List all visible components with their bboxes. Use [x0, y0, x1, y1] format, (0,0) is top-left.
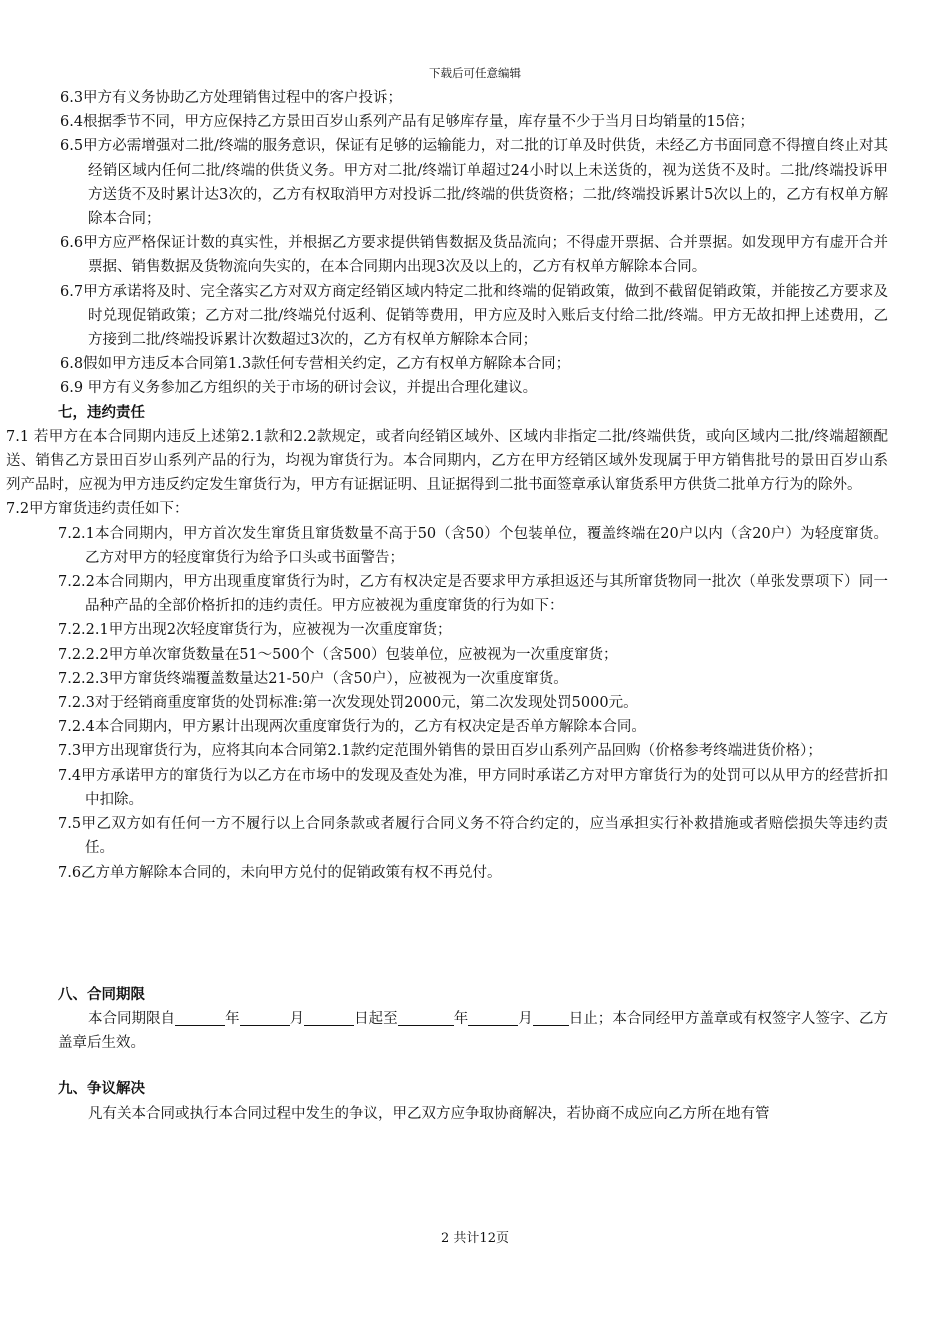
- start-month-blank[interactable]: [240, 1009, 290, 1026]
- clause-7-3: 7.3甲方出现窜货行为，应将其向本合同第2.1款约定范围外销售的景田百岁山系列产品回购（价格参考终端进货价格）；: [58, 743, 822, 760]
- contract-term-text: [0, 1007, 950, 1055]
- end-month-label: 月: [518, 1010, 533, 1027]
- page-footer-number: 2 共计12页: [441, 1231, 509, 1246]
- clause-7-2-2-2: 7.2.2.2甲方单次窜货数量在51～500个（含500）包装单位，应被视为一次重度窜货；: [58, 646, 618, 663]
- page-header-note: 下载后可任意编辑: [429, 66, 521, 80]
- section-9-heading: 九、争议解决: [58, 1081, 145, 1098]
- clause-7-2-1: 7.2.1本合同期内，甲方首次发生窜货且窜货数量不高于50（含50）个包装单位，覆盖终端在20户以内（含20户）为轻度窜货。乙方对甲方的轻度窜货行为给予口头或书面警告；: [58, 525, 888, 566]
- clause-6-6: 6.6甲方应严格保证计数的真实性，并根据乙方要求提供销售数据及货品流向；不得虚开票据、合并票据。如发现甲方有虚开合并票据、销售数据及货物流向失实的，在本合同期内出现3次及以上的，乙方有权单方解除本合同。: [60, 235, 888, 276]
- clause-7-6: 7.6乙方单方解除本合同的，未向甲方兑付的促销政策有权不再兑付。: [58, 864, 502, 881]
- start-year-blank[interactable]: [175, 1009, 225, 1026]
- end-year-label: 年: [453, 1010, 469, 1027]
- spacer: [0, 1055, 950, 1077]
- clause-6-8: 6.8假如甲方违反本合同第1.3款任何专营相关约定，乙方有权单方解除本合同；: [60, 356, 571, 373]
- clause-7-1: 7.1 若甲方在本合同期内违反上述第2.1款和2.2款规定，或者向经销区域外、区域内非指定二批/终端供货，或向区域内二批/终端超额配送、销售乙方景田百岁山系列产品的行为，均视为窜货行为。本合同期内，乙方在甲方经销区域外发现属于甲方销售批号的景田百岁山系列产品时，应视为甲方违反约定发生窜货行为，甲方有证据证明、且证据得到二批书面签章承认窜货系甲方供货二批单方行为的除外。: [6, 428, 888, 494]
- spacer: [0, 885, 950, 983]
- end-day-blank[interactable]: [533, 1009, 569, 1026]
- clause-6-7: 6.7甲方承诺将及时、完全落实乙方对双方商定经销区域内特定二批和终端的促销政策，做到不截留促销政策，并能按乙方要求及时兑现促销政策；乙方对二批/终端兑付返利、促销等费用，甲方应及时入账后支付给二批/终端。甲方无故扣押上述费用，乙方接到二批/终端投诉累计次数超过3次的，乙方有权单方解除本合同；: [60, 283, 888, 349]
- clause-6-3: 6.3甲方有义务协助乙方处理销售过程中的客户投诉；: [60, 90, 403, 106]
- clause-7-2-3: 7.2.3对于经销商重度窜货的处罚标准:第一次发现处罚2000元，第二次发现处罚5000元。: [58, 695, 638, 712]
- start-year-label: 年: [225, 1010, 240, 1027]
- term-start-label: 本合同期限自: [88, 1010, 176, 1027]
- end-day-label: 日止；本合同经甲方盖章或有权签字人签字、乙方盖章后生效。: [58, 1010, 889, 1052]
- clause-7-5: 7.5甲乙双方如有任何一方不履行以上合同条款或者履行合同义务不符合约定的，应当承担实行补救措施或者赔偿损失等违约责任。: [58, 816, 888, 857]
- clause-6-5: 6.5甲方必需增强对二批/终端的服务意识，保证有足够的运输能力，对二批的订单及时供货，未经乙方书面同意不得擅自终止对其经销区域内任何二批/终端的供货义务。甲方对二批/终端订单超过24小时以上未送货的，视为送货不及时。二批/终端投诉甲方送货不及时累计达3次的，乙方有权取消甲方对投诉二批/终端的供货资格；二批/终端投诉累计5次以上的，乙方有权单方解除本合同；: [60, 138, 888, 228]
- clause-7-4: 7.4甲方承诺甲方的窜货行为以乙方在市场中的发现及查处为准，甲方同时承诺乙方对甲方窜货行为的处罚可以从甲方的经营折扣中扣除。: [58, 767, 888, 808]
- dispute-resolution-text: 凡有关本合同或执行本合同过程中发生的争议，甲乙双方应争取协商解决，若协商不成应向乙方所在地有管: [88, 1105, 770, 1122]
- end-month-blank[interactable]: [468, 1009, 518, 1026]
- clause-7-2-2-3: 7.2.2.3甲方窜货终端覆盖数量达21-50户（含50户），应被视为一次重度窜货。: [58, 670, 568, 687]
- start-day-blank[interactable]: [304, 1009, 354, 1026]
- clause-7-2: 7.2甲方窜货违约责任如下：: [6, 501, 189, 518]
- clause-6-9: 6.9 甲方有义务参加乙方组织的关于市场的研讨会议，并提出合理化建议。: [60, 380, 538, 397]
- clause-7-2-4: 7.2.4本合同期内，甲方累计出现两次重度窜货行为的，乙方有权决定是否单方解除本合同。: [58, 719, 646, 736]
- section-7-heading: 七，违约责任: [58, 404, 145, 421]
- section-8-heading: 八、合同期限: [58, 986, 145, 1003]
- clause-6-4: 6.4根据季节不同，甲方应保持乙方景田百岁山系列产品有足够库存量，库存量不少于当月日均销量的15倍；: [60, 114, 755, 131]
- start-day-label: 日起至: [354, 1010, 398, 1027]
- clause-7-2-2-1: 7.2.2.1甲方出现2次轻度窜货行为，应被视为一次重度窜货；: [58, 622, 452, 639]
- end-year-blank[interactable]: [398, 1009, 454, 1026]
- document-body: [0, 86, 950, 1126]
- start-month-label: 月: [289, 1010, 305, 1027]
- clause-7-2-2: 7.2.2本合同期内，甲方出现重度窜货行为时，乙方有权决定是否要求甲方承担返还与其所窜货物同一批次（单张发票项下）同一品种产品的全部价格折扣的违约责任。甲方应被视为重度窜货的行为如下：: [58, 574, 888, 615]
